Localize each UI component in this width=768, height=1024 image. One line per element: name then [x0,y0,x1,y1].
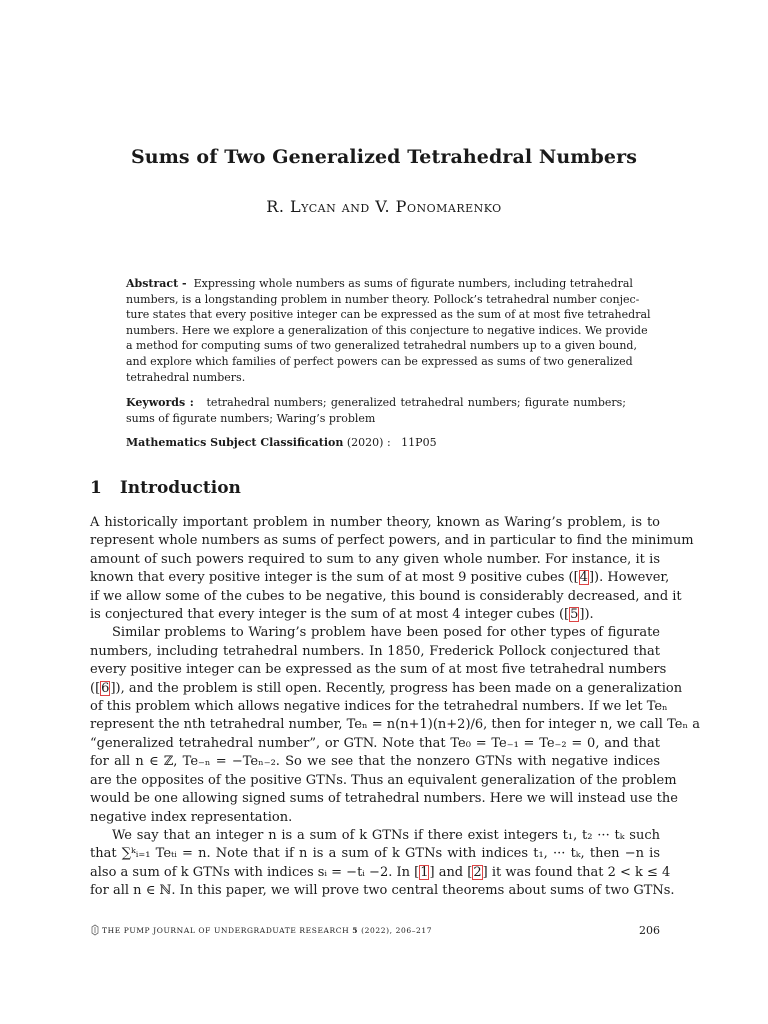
paper-authors: R. Lycan and V. Ponomarenko [266,197,502,216]
page-footer [90,924,660,940]
abstract-line: ture states that every positive integer can be expressed as the sum of at most five tetrahedral [126,308,651,322]
body-fragment: is conjectured that every integer is the sum of at most 4 integer cubes ([ [90,607,570,623]
body-fragment: ]). However, [588,570,670,586]
abstract-line: and explore which families of perfect powers can be expressed as sums of two generalized [126,354,633,368]
citation-link-1[interactable]: 1 [420,864,429,880]
body-line: every positive integer can be expressed as the sum of at most five tetrahedral numbers [90,662,667,678]
abstract-text: Expressing whole numbers as sums of figurate numbers, including tetrahedral [193,277,633,290]
keywords-text: tetrahedral numbers; generalized tetrahedral numbers; figurate numbers; [206,396,626,409]
journal-name [102,926,432,935]
msc-year: (2020) : [346,436,391,449]
body-line: for all n ∈ ℕ. In this paper, we will prove two central theorems about sums of two GTNs. [90,883,675,899]
body-line [90,606,660,624]
abstract-line: a method for computing sums of two generalized tetrahedral numbers up to a given bound, [126,339,637,353]
body-fragment: ] it was found that 2 < k ≤ 4 [482,864,671,880]
page-number: 206 [639,924,660,937]
msc-code: 11P05 [401,436,437,449]
citation-link-5[interactable]: 5 [570,607,579,623]
paper-title: Sums of Two Generalized Tetrahedral Numbers [130,146,637,168]
journal-logo-icon [90,924,100,936]
abstract-line: numbers. Here we explore a generalization of this conjecture to negative indices. We provide [126,323,648,337]
body-fragment: ]), and the problem is still open. Recently, progress has been made on a generalization [110,680,683,696]
citation-link-4[interactable]: 4 [579,570,588,586]
abstract-line: tetrahedral numbers. [126,370,246,384]
body-fragment: ]). [579,607,594,623]
keywords-line: sums of figurate numbers; Waring’s problem [126,411,376,425]
body-line: negative index representation. [90,809,293,825]
abstract [126,276,651,385]
abstract-line: numbers, is a longstanding problem in number theory. Pollock’s tetrahedral number conjec- [126,292,640,306]
body-fragment: ([ [90,680,101,696]
body-line [90,680,683,698]
body-line: for all n ∈ ℤ, Te₋ₙ = −Teₙ₋₂. So we see that the nonzero GTNs with negative indices [90,754,660,770]
journal-volume: 5 [352,926,359,935]
section-title: Introduction [119,478,241,498]
keywords-line [126,395,626,411]
journal-pages: (2022), 206–217 [361,926,433,935]
keywords [126,395,626,426]
journal-title: THE PUMP JOURNAL OF UNDERGRADUATE RESEARCH [102,926,350,935]
body-line: A historically important problem in number theory, known as Waring’s problem, is to [90,515,660,530]
msc-label: Mathematics Subject Classification [126,436,344,449]
body-line: amount of such powers required to sum to any given whole number. For instance, it is [90,551,660,567]
body-fragment: ] and [ [429,864,473,880]
abstract-line [126,276,633,292]
body-line: We say that an integer n is a sum of k GTNs if there exist integers t₁, t₂ ··· tₖ such [112,827,660,843]
section-number: 1 [90,478,102,498]
body-line [90,569,670,587]
section-heading [90,478,241,498]
body-line: “generalized tetrahedral number”, or GTN. Note that Te₀ = Te₋₁ = Te₋₂ = 0, and that [90,735,660,751]
body-line: numbers, including tetrahedral numbers. In 1850, Frederick Pollock conjectured that [90,643,660,659]
body-fragment: known that every positive integer is the sum of at most 9 positive cubes ([ [90,570,579,586]
keywords-label: Keywords : [126,396,194,409]
citation-link-6[interactable]: 6 [101,680,110,696]
citation-link-2[interactable]: 2 [473,864,482,880]
body-line: of this problem which allows negative indices for the tetrahedral numbers. If we let Teₙ [90,699,668,715]
body-line: if we allow some of the cubes to be negative, this bound is considerably decreased, and it [90,588,682,604]
body-line [90,864,671,882]
body-line: represent the nth tetrahedral number, Teₙ = n(n+1)(n+2)/6, then for integer n, we call Teₙ a [90,717,700,733]
body-text [90,514,700,901]
body-line: are the opposites of the positive GTNs. Thus an equivalent generalization of the problem [90,772,677,788]
body-fragment: also a sum of k GTNs with indices sᵢ = −tᵢ −2. In [ [90,864,420,880]
abstract-label: Abstract - [126,277,187,290]
body-line: that ∑ᵏᵢ₌₁ Teₜᵢ = n. Note that if n is a sum of k GTNs with indices t₁, ··· tₖ, then −n is [90,846,660,862]
body-line: represent whole numbers as sums of perfect powers, and in particular to find the minimum [90,533,694,549]
body-line: would be one allowing signed sums of tetrahedral numbers. Here we will instead use the [90,791,678,807]
body-line: Similar problems to Waring’s problem have been posed for other types of figurate [112,625,660,641]
msc-classification [126,435,626,451]
